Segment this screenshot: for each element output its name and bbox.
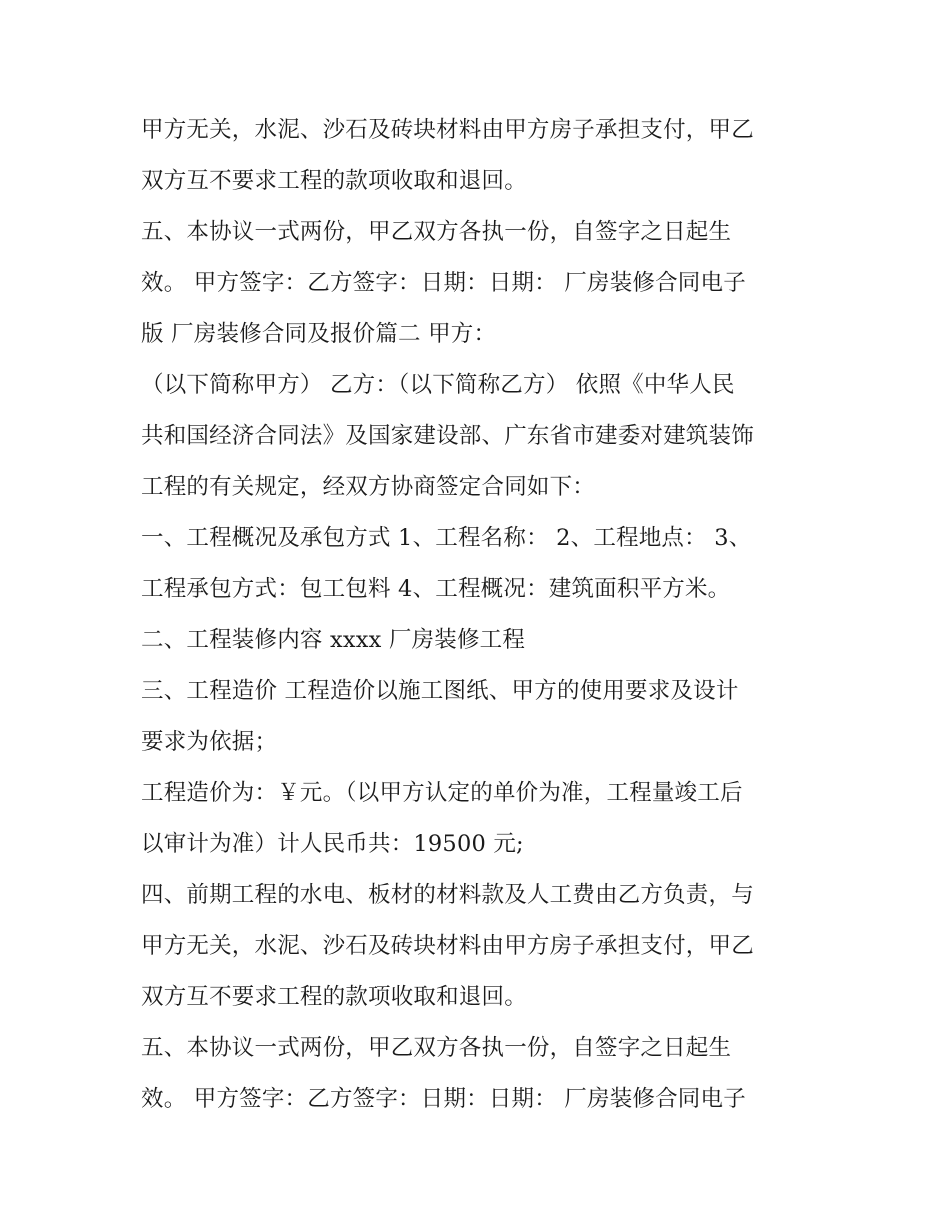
text-line: 以审计为准）计人民币共：19500 元; — [141, 831, 524, 857]
text-line: 效。 甲方签字：乙方签字：日期：日期： 厂房装修合同电子 — [141, 1086, 746, 1112]
text-line: 四、前期工程的水电、板材的材料款及人工费由乙方负责，与 — [141, 882, 754, 908]
text-line: 版 厂房装修合同及报价篇二 甲方： — [141, 321, 497, 347]
text-line: 一、工程概况及承包方式 1、工程名称： 2、工程地点： 3、 — [141, 525, 752, 551]
text-line: 五、本协议一式两份，甲乙双方各执一份，自签字之日起生 — [141, 219, 732, 245]
text-line: 双方互不要求工程的款项收取和退回。 — [141, 984, 527, 1010]
text-line: 双方互不要求工程的款项收取和退回。 — [141, 168, 527, 194]
text-line: 工程造价为：￥元。（以甲方认定的单价为准，工程量竣工后 — [141, 780, 743, 806]
text-line: 工程承包方式：包工包料 4、工程概况：建筑面积平方米。 — [141, 576, 731, 602]
text-line: 三、工程造价 工程造价以施工图纸、甲方的使用要求及设计 — [141, 678, 739, 704]
text-line: 二、工程装修内容 xxxx 厂房装修工程 — [141, 627, 526, 653]
text-line: （以下简称甲方） 乙方：（以下简称乙方） 依照《中华人民 — [141, 372, 735, 398]
text-line: 工程的有关规定，经双方协商签定合同如下： — [141, 474, 596, 500]
text-line: 五、本协议一式两份，甲乙双方各执一份，自签字之日起生 — [141, 1035, 732, 1061]
text-line: 甲方无关，水泥、沙石及砖块材料由甲方房子承担支付，甲乙 — [141, 933, 754, 959]
text-line: 效。 甲方签字：乙方签字：日期：日期： 厂房装修合同电子 — [141, 270, 746, 296]
text-line: 共和国经济合同法》及国家建设部、广东省市建委对建筑装饰 — [141, 423, 754, 449]
document-body — [141, 105, 821, 1125]
text-line: 甲方无关，水泥、沙石及砖块材料由甲方房子承担支付，甲乙 — [141, 117, 754, 143]
text-line: 要求为依据； — [141, 729, 278, 755]
